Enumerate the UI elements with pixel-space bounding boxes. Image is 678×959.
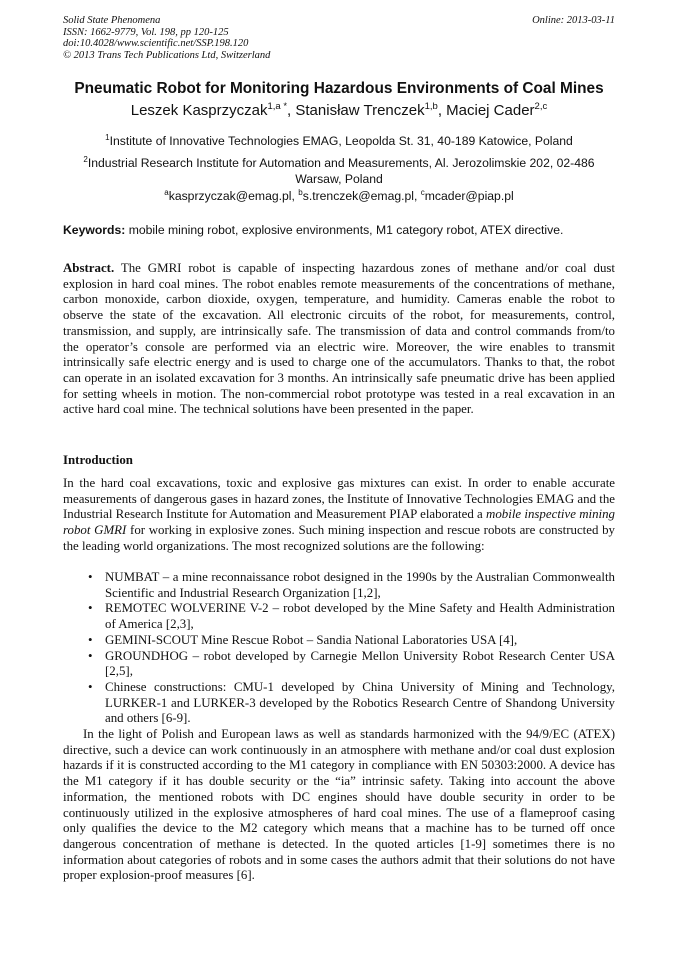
- list-item: • Chinese constructions: CMU-1 developed by China University of Mining and Technology, LURKER-1 and LURKER-3 developed by the Robotics Research Centre of Shandong University and others [6-9].: [63, 680, 615, 727]
- keywords-text: mobile mining robot, explosive environments, M1 category robot, ATEX directive.: [125, 223, 564, 237]
- list-item: • REMOTEC WOLVERINE V-2 – robot developed by the Mine Safety and Health Administration of America [2,3],: [63, 601, 615, 632]
- section-heading-introduction: Introduction: [63, 453, 133, 467]
- issn-line: ISSN: 1662-9779, Vol. 198, pp 120-125: [63, 26, 229, 38]
- keywords: [63, 223, 615, 237]
- author-affiliation-mark: 1,a *: [267, 101, 288, 112]
- email-link[interactable]: s.trenczek@emag.pl,: [302, 189, 421, 204]
- affiliation-2: $^2$Industrial Research Institute for Automation and Measurements, Al. Jerozolimskie 202, 02-486 Warsaw, Poland: [83, 155, 595, 186]
- intro-paragraph-2: In the light of Polish and European laws as well as standards harmonized with the 94/9/EC (ATEX) directive, such a device can work continuously in an atmosphere with methane and/or coal dust explosion hazards if it is constructed according to the M1 category in compliance with EN 50303:2000. A device has the M1 category if it has double security or the “ia” intrinsic safety. Taking into account the above information, the mentioned robots with DC engines should have double security in order to be continuously utilized in the explosive atmospheres of hard coal mines. The use of a flameproof casing only qualifies the device to the M2 category which means that a machine has to be turned off once dangerous concentration of methane is detected. In the quoted articles [1-9] sometimes there is no information about categories of robots and in some cases the authors admit that their solutions do not have proper explosion-proof measures [6].: [63, 727, 615, 883]
- email-list: $^a$kasprzyczak@emag.pl, $^b$s.trenczek@emag.pl, $^c$mcader@piap.pl: [164, 188, 514, 204]
- robot-list: [63, 570, 615, 727]
- list-item: • NUMBAT – a mine reconnaissance robot designed in the 1990s by the Australian Commonwealth Scientific and Industrial Research Organization [1,2],: [63, 570, 615, 601]
- emphasis-robot-name: mobile inspective mining robot GMRI: [63, 507, 615, 538]
- intro-paragraph-1: In the hard coal excavations, toxic and explosive gas mixtures can exist. In order to enable accurate measurements of dangerous gases in hazard zones, the Institute of Innovative Technologies EMAG and the Industrial Research Institute for Automation and Measurement PIAP elaborated a mobile inspective mining robot GMRI for working in explosive zones. Such mining inspection and rescue robots are constructed by the leading world organizations. The most recognized solutions are the following:: [63, 476, 615, 553]
- paper-title: Pneumatic Robot for Monitoring Hazardous Environments of Coal Mines: [74, 80, 604, 97]
- list-item: • GROUNDHOG – robot developed by Carnegie Mellon University Robot Research Center USA [2,5],: [63, 649, 615, 680]
- abstract: [63, 261, 615, 418]
- journal-header: [63, 15, 615, 61]
- list-item: • GEMINI-SCOUT Mine Rescue Robot – Sandia National Laboratories USA [4],: [63, 633, 615, 649]
- keywords-label: Keywords:: [63, 223, 126, 237]
- author-name: Stanisław Trenczek: [295, 102, 425, 119]
- author-list: Leszek Kasprzyczak$^{1,a *}$, Stanisław Trenczek$^{1,b}$, Maciej Cader$^{2,c}$: [130, 101, 548, 119]
- author-affiliation-mark: 1,b: [424, 101, 438, 112]
- journal-name: Solid State Phenomena: [63, 15, 161, 26]
- online-date: Online: 2013-03-11: [532, 15, 615, 26]
- email-link[interactable]: mcader@piap.pl: [424, 189, 514, 204]
- copyright-line: © 2013 Trans Tech Publications Ltd, Switzerland: [63, 49, 271, 61]
- email-link[interactable]: kasprzyczak@emag.pl,: [168, 189, 299, 204]
- affiliation-1: $^1$Institute of Innovative Technologies EMAG, Leopolda St. 31, 40-189 Katowice, Poland: [105, 133, 573, 149]
- doi-line: doi:10.4028/www.scientific.net/SSP.198.120: [63, 38, 249, 50]
- abstract-text: The GMRI robot is capable of inspecting hazardous zones of methane and/or coal dust explosion in hard coal mines. The robot enables remote measurements of the concentrations of methane, carbon monoxide, carbon dioxide, oxygen, temperature, and humidity. Cameras enable the robot to observe the state of the excavation. All electronic circuits of the robot, for measurements, control, transmission, and supply, are intrinsically safe. The transmission of data and control commands from/to the operator’s console are performed via an electric wire. Moreover, the wire enables to transmit intrinsically safe electric energy and is used to charge one of the accumulators. Thanks to that, the robot can operate in an isolated excavation for 3 months. An intrinsically safe pneumatic drive has been applied for setting wheels in motion. The non-commercial robot prototype was tested in a real excavation in an active hard coal mine. The technical solutions have been presented in the paper.: [63, 261, 615, 417]
- author-affiliation-mark: 2,c: [534, 101, 548, 112]
- author-name: Leszek Kasprzyczak: [130, 102, 268, 119]
- author-name: Maciej Cader: [446, 102, 535, 119]
- abstract-label: Abstract.: [63, 261, 115, 275]
